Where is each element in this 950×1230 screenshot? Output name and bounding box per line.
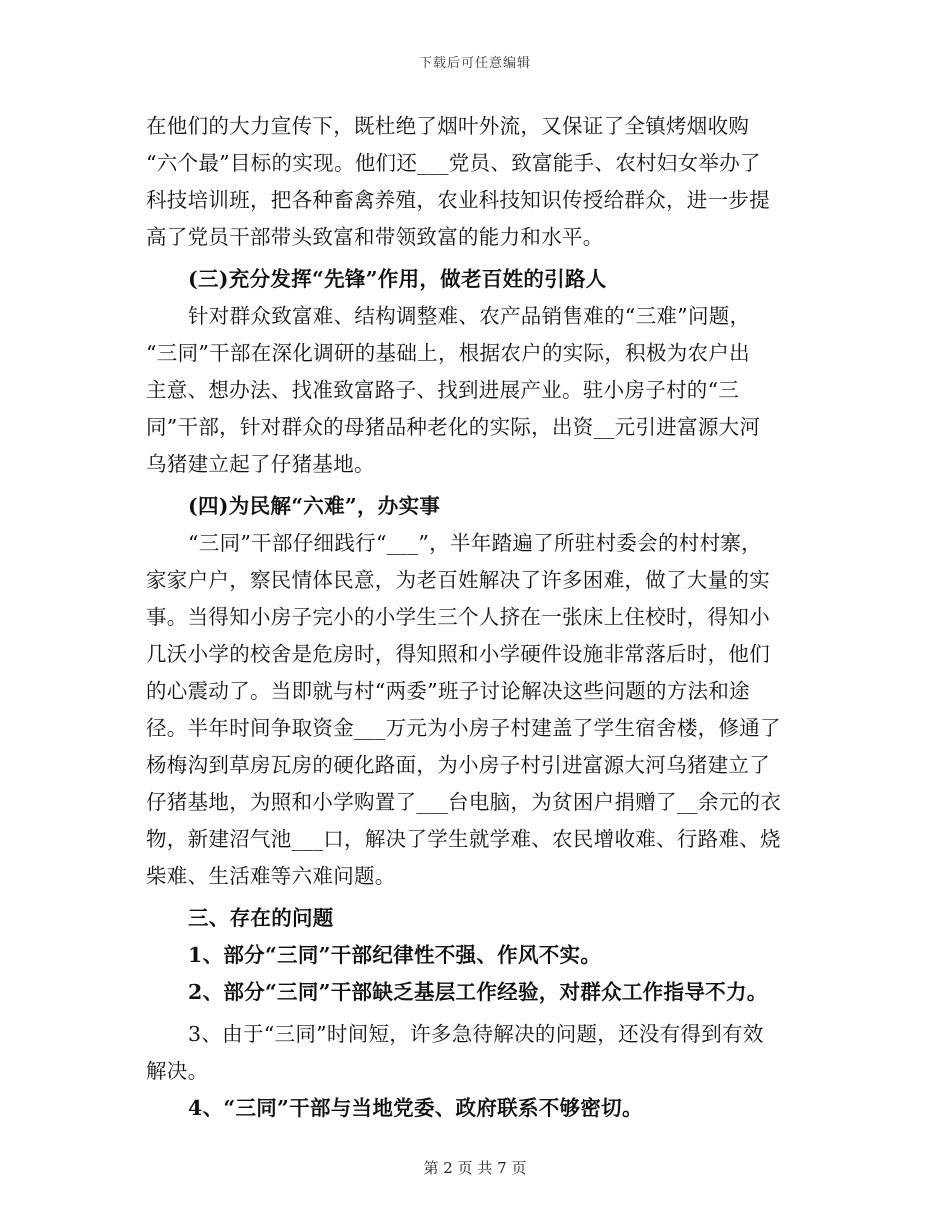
paragraph-line: 科技培训班，把各种畜禽养殖，农业科技知识传授给群众，进一步提 [146,188,770,212]
paragraph-line: 杨梅沟到草房瓦房的硬化路面，为小房子村引进富源大河乌猪建立了 [146,753,770,777]
document-body [146,108,826,1127]
section-heading: 2、部分“三同”干部缺乏基层工作经验，对群众工作指导不力。 [188,980,768,1004]
paragraph-line: 家家户户，察民情体民意，为老百姓解决了许多困难，做了大量的实 [146,568,770,592]
paragraph-line: 在他们的大力宣传下，既杜绝了烟叶外流，又保证了全镇烤烟收购 [146,114,750,138]
paragraph-line: 乌猪建立起了仔猪基地。 [146,452,375,476]
section-heading: 4、“三同”干部与当地党委、政府联系不够密切。 [188,1096,643,1120]
paragraph-line: “六个最”目标的实现。他们还___党员、致富能手、农村妇女举办了 [146,151,761,175]
paragraph-line: 解决。 [146,1059,209,1083]
paragraph-line: 几沃小学的校舍是危房时，得知照和小学硬件设施非常落后时，他们 [146,642,770,666]
paragraph-line: 柴难、生活难等六难问题。 [146,864,396,888]
paragraph-line: “三同”干部仔细践行“___”，半年踏遍了所驻村委会的村村寨， [188,531,762,555]
paragraph-line: 的心震动了。当即就与村“两委”班子讨论解决这些问题的方法和途 [146,679,750,703]
section-heading: 1、部分“三同”干部纪律性不强、作风不实。 [188,943,602,967]
section-heading: (三)充分发挥“先锋”作用，做老百姓的引路人 [188,267,607,291]
paragraph-line: 事。当得知小房子完小的小学生三个人挤在一张床上住校时，得知小 [146,605,770,629]
paragraph-line: 物，新建沼气池___口，解决了学生就学难、农民增收难、行路难、烧 [146,827,781,851]
paragraph-line: 同”干部，针对群众的母猪品种老化的实际，出资__元引进富源大河 [146,415,761,439]
section-heading: 三、存在的问题 [188,906,334,930]
header-note: 下载后可任意编辑 [418,56,531,71]
section-heading: (四)为民解“六难”，办实事 [188,494,441,518]
paragraph-line: 高了党员干部带头致富和带领致富的能力和水平。 [146,225,604,249]
paragraph-line: 针对群众致富难、结构调整难、农产品销售难的“三难”问题， [188,304,751,328]
paragraph-line: 3、由于“三同”时间短，许多急待解决的问题，还没有得到有效 [188,1022,764,1046]
paragraph-line: 主意、想办法、找准致富路子、找到进展产业。驻小房子村的“三 [146,378,740,402]
paragraph-line: 径。半年时间争取资金___万元为小房子村建盖了学生宿舍楼，修通了 [146,716,781,740]
page-number: 第 2 页 共 7 页 [423,1159,527,1177]
paragraph-line: 仔猪基地，为照和小学购置了___台电脑，为贫困户捐赠了__余元的衣 [146,790,782,814]
paragraph-line: “三同”干部在深化调研的基础上，根据农户的实际，积极为农户出 [146,341,750,365]
